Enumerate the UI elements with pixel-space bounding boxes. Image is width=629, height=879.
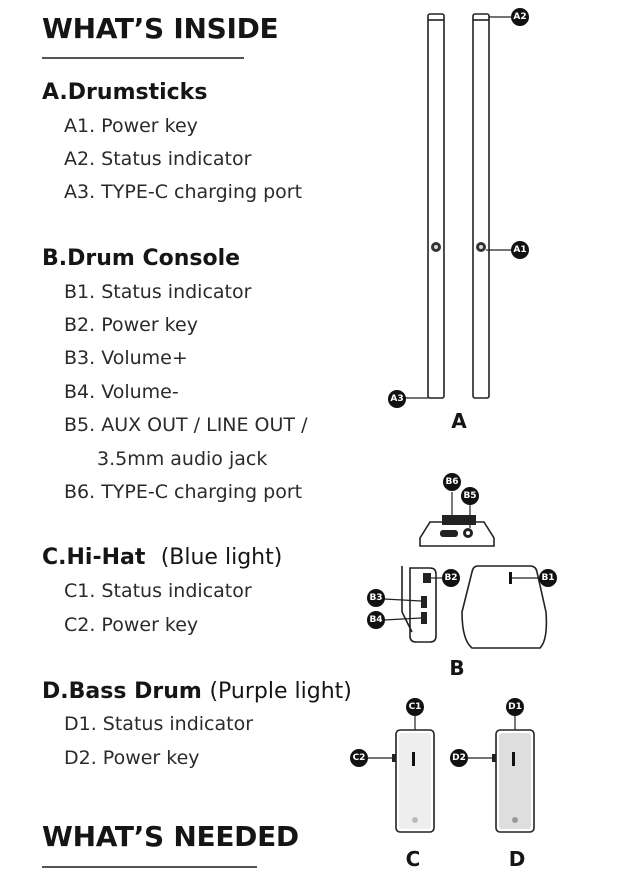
item-b1: B1. Status indicator (64, 281, 252, 303)
marker-d2 (450, 749, 468, 767)
item-b5: B5. AUX OUT / LINE OUT / (64, 414, 308, 436)
volume-up-icon (421, 596, 427, 608)
volume-down-icon (421, 612, 427, 624)
item-b6: B6. TYPE-C charging port (64, 481, 303, 503)
marker-b3-label: B3 (369, 593, 383, 603)
item-a3: A3. TYPE-C charging port (64, 181, 303, 203)
item-b5-continued: 3.5mm audio jack (97, 448, 268, 470)
marker-a1 (511, 241, 529, 259)
marker-b5 (461, 487, 479, 505)
section-d-note: (Purple light) (209, 679, 352, 704)
caption-d: D (508, 847, 526, 871)
item-b3: B3. Volume+ (64, 347, 188, 369)
marker-b2 (442, 569, 460, 587)
marker-c1 (406, 698, 424, 716)
whats-inside-heading: WHAT’S INSIDE (42, 12, 279, 45)
bass-drum-illustration (492, 730, 534, 832)
item-a2: A2. Status indicator (64, 148, 252, 170)
marker-a3-label: A3 (390, 394, 404, 404)
section-c-note: (Blue light) (160, 545, 283, 570)
power-key-icon (423, 573, 431, 583)
drumstick-right (473, 14, 489, 398)
marker-d1 (506, 698, 524, 716)
item-d1: D1. Status indicator (64, 713, 254, 735)
caption-c: C (405, 847, 421, 871)
item-c1: C1. Status indicator (64, 580, 252, 602)
port-block (442, 515, 476, 525)
caption-a: A (451, 409, 467, 433)
item-b2: B2. Power key (64, 314, 198, 336)
marker-b4-label: B4 (369, 615, 383, 625)
marker-b6 (443, 473, 461, 491)
section-d-name: D.Bass Drum (42, 679, 202, 704)
status-indicator-icon (512, 752, 515, 766)
marker-b3 (367, 589, 385, 607)
hi-hat-illustration (392, 730, 434, 832)
caption-b: B (449, 656, 465, 680)
section-b-title: B.Drum Console (42, 246, 241, 271)
power-key-icon (492, 754, 496, 762)
item-a1: A1. Power key (64, 115, 198, 137)
marker-d1-label: D1 (508, 702, 522, 712)
marker-b1 (539, 569, 557, 587)
marker-a2 (511, 8, 529, 26)
item-b4: B4. Volume- (64, 381, 179, 403)
marker-a2-label: A2 (513, 12, 527, 22)
marker-a3 (388, 390, 406, 408)
drumstick-left (428, 14, 444, 398)
marker-c2 (350, 749, 368, 767)
marker-c2-label: C2 (352, 753, 366, 763)
marker-c1-label: C1 (408, 702, 422, 712)
type-c-port-icon (440, 530, 458, 537)
item-c2: C2. Power key (64, 614, 199, 636)
marker-b5-label: B5 (463, 491, 477, 501)
drumsticks-illustration (428, 14, 489, 398)
item-d2: D2. Power key (64, 747, 200, 769)
whats-needed-heading: WHAT’S NEEDED (42, 820, 299, 853)
marker-b1-label: B1 (541, 573, 555, 583)
marker-b6-label: B6 (445, 477, 459, 487)
marker-d2-label: D2 (452, 753, 466, 763)
status-indicator-icon (412, 752, 415, 766)
marker-b4 (367, 611, 385, 629)
power-key-icon (392, 754, 396, 762)
marker-a1-label: A1 (513, 245, 527, 255)
drum-console-illustration (402, 515, 546, 648)
section-c-name: C.Hi-Hat (42, 545, 146, 570)
section-a-title: A.Drumsticks (42, 80, 208, 105)
marker-b2-label: B2 (444, 573, 458, 583)
